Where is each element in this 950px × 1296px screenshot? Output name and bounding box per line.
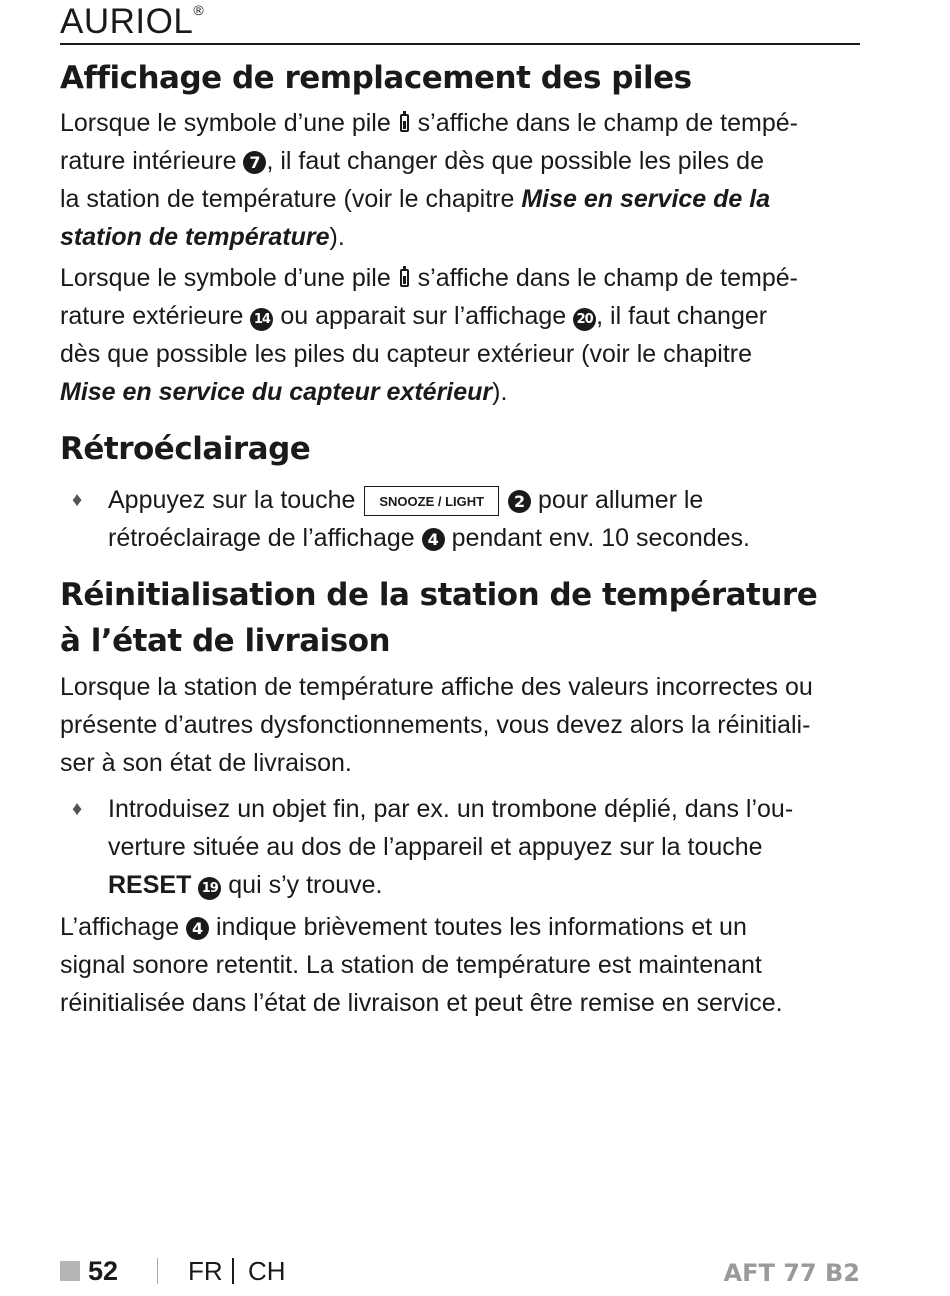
paragraph-indoor-battery: Lorsque le symbole d’une pile s’affiche dans le champ de tempé- rature intérieure 7 , il faut changer dès que possible les piles de la station de température (voir le chapitre Mise en service de la station de température). (60, 109, 798, 251)
bullet-icon: ♦ (72, 489, 83, 511)
header-rule (60, 43, 860, 45)
callout-number: 4 (186, 917, 209, 940)
footer-divider (157, 1258, 158, 1284)
battery-icon (400, 269, 409, 287)
reference-emphasis: Mise en service de la (521, 185, 771, 213)
battery-icon (400, 114, 409, 132)
reset-key-label: RESET (108, 871, 192, 899)
paragraph-reset-result: L’affichage 4 indique brièvement toutes les informations et un signal sonore retentit. La station de température est maintenant réinitialisée dans l’état de livraison et peut être remise en service. (60, 913, 783, 1017)
heading-backlight: Rétroéclairage (60, 431, 311, 467)
footer-marker (60, 1261, 80, 1281)
reference-emphasis: Mise en service du capteur extérieur (60, 378, 493, 406)
bullet-icon: ♦ (72, 798, 83, 820)
paragraph-outdoor-battery: Lorsque le symbole d’une pile s’affiche dans le champ de tempé- rature extérieure 14 ou apparait sur l’affichage 20 , il faut changer dès que possible les piles du capteur extérieur (voir le chapitre Mise en service du capteur extérieur). (60, 264, 798, 406)
footer-divider (232, 1258, 234, 1284)
paragraph-reset-intro: Lorsque la station de température affiche des valeurs incorrectes ou présente d’autres dysfonctionnements, vous devez alors la réinitiali- ser à son état de livraison. (60, 673, 813, 777)
callout-number: 19 (198, 877, 221, 900)
manual-page (60, 0, 860, 1296)
callout-number: 20 (573, 308, 596, 331)
heading-reset: Réinitialisation de la station de température à l’état de livraison (60, 577, 818, 659)
callout-number: 14 (250, 308, 273, 331)
page-number: 52 (88, 1256, 119, 1286)
callout-number: 2 (508, 490, 531, 513)
registered-mark: ® (193, 2, 205, 18)
callout-number: 7 (243, 151, 266, 174)
page-footer (60, 1252, 860, 1292)
language-code: FR (188, 1256, 223, 1286)
heading-battery-replacement: Affichage de remplacement des piles (60, 60, 692, 96)
callout-number: 4 (422, 528, 445, 551)
bullet-backlight: Appuyez sur la touche SNOOZE / LIGHT 2 pour allumer le rétroéclairage de l’affichage 4 pendant env. 10 secondes. (108, 486, 750, 552)
bullet-reset-instruction: Introduisez un objet fin, par ex. un trombone déplié, dans l’ou- verture située au dos de l’appareil et appuyez sur la touche RESET 19 qui s’y trouve. (108, 795, 794, 899)
brand-logo (60, 2, 204, 42)
brand-name: AURIOL (60, 2, 194, 41)
language-code: CH (248, 1256, 286, 1286)
reference-emphasis: station de température (60, 223, 330, 251)
snooze-light-key: SNOOZE / LIGHT (364, 486, 499, 516)
model-number: AFT 77 B2 (723, 1259, 860, 1287)
